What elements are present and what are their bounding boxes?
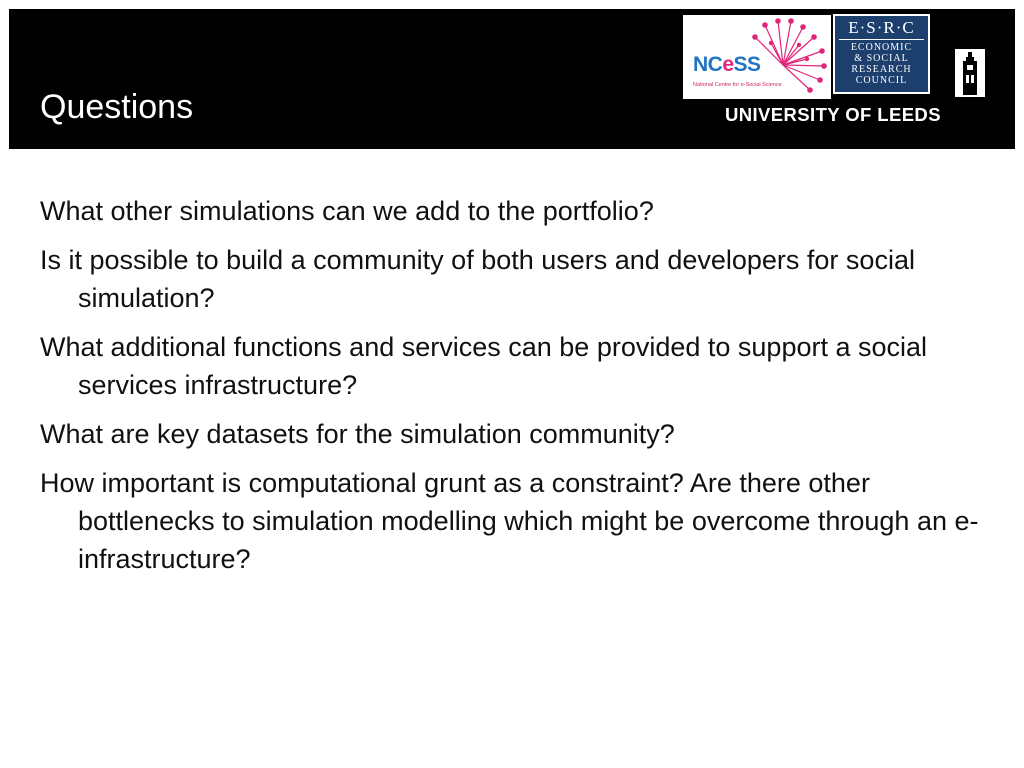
ncess-nc: NC [693, 53, 723, 76]
question-item: Is it possible to build a community of both users and developers for social simulation? [40, 245, 915, 313]
question-item: What additional functions and services can be provided to support a social services infrastructure? [40, 332, 928, 400]
esrc-line: COUNCIL [855, 75, 908, 86]
slide-title: Questions [40, 88, 194, 126]
esrc-line: RESEARCH [851, 64, 912, 75]
question-item: How important is computational grunt as a constraint? Are there other bottlenecks to simulation modelling which might be overcome through an e-infrastructure? [40, 468, 979, 574]
leeds-wordmark: UNIVERSITY OF LEEDS [725, 104, 941, 125]
ncess-ss: SS [733, 53, 761, 76]
esrc-acronym: E·S·R·C [839, 17, 924, 40]
question-item: What are key datasets for the simulation community? [40, 419, 675, 449]
leeds-tower-icon [955, 49, 985, 97]
esrc-logo [833, 14, 930, 94]
ncess-subtitle: National Centre for e-Social Science [693, 82, 782, 88]
ncess-logo [683, 15, 831, 99]
ncess-e: e [722, 53, 734, 76]
ncess-wordmark [693, 53, 761, 77]
question-item: What other simulations can we add to the portfolio? [40, 196, 654, 226]
esrc-line: & SOCIAL [854, 53, 909, 64]
slide-header [9, 9, 1015, 149]
esrc-line: ECONOMIC [850, 42, 913, 53]
questions-list [40, 192, 990, 589]
